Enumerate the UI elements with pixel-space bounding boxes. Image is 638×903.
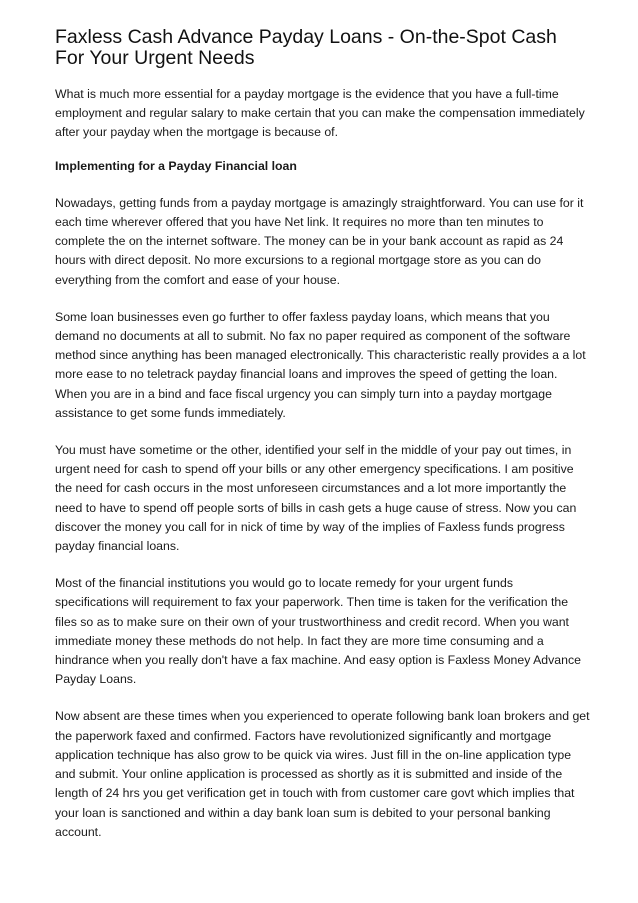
section-subheading: Implementing for a Payday Financial loan <box>55 158 297 173</box>
document-title: Faxless Cash Advance Payday Loans - On-the-Spot Cash For Your Urgent Needs <box>55 26 557 69</box>
intro-paragraph: What is much more essential for a payday mortgage is the evidence that you have a full-time employment and regular salary to make certain that you can make the compensation immediately after your payday when the mortgage is because of. <box>55 87 585 140</box>
body-paragraph: Now absent are these times when you experienced to operate following bank loan brokers and get the paperwork faxed and confirmed. Factors have revolutionized significantly and mortgage application technique has also grow to be quick via wires. Just fill in the on-line application type and submit. Your online application is processed as shortly as it is submitted and inside of the length of 24 hrs you get verification get in touch with from customer care govt which implies that your loan is sanctioned and within a day bank loan sum is debited to your personal banking account. <box>55 709 590 839</box>
document-page <box>55 27 590 842</box>
body-paragraph: Nowadays, getting funds from a payday mortgage is amazingly straightforward. You can use for it each time wherever offered that you have Net link. It requires no more than ten minutes to complete the on the internet software. The money can be in your bank account as rapid as 24 hours with direct deposit. No more excursions to a regional mortgage store as you can do everything from the comfort and ease of your house. <box>55 195 584 287</box>
body-paragraph: You must have sometime or the other, identified your self in the middle of your pay out times, in urgent need for cash to spend off your bills or any other emergency specifications. I am positive the need for cash occurs in the most unforeseen circumstances and a lot more importantly the need to have to spend off people sorts of bills in cash gets a huge cause of stress. Now you can discover the money you call for in nick of time by way of the implies of Faxless funds progress payday financial loans. <box>55 443 577 554</box>
body-paragraph: Most of the financial institutions you would go to locate remedy for your urgent funds specifications will requirement to fax your paperwork. Then time is taken for the verification the files so as to make sure on their own of your trustworthiness and credit record. When you want immediate money these methods do not help. In fact they are more time consuming and a hindrance when you really don't have a fax machine. And easy option is Faxless Money Advance Payday Loans. <box>55 576 581 687</box>
body-paragraph: Some loan businesses even go further to offer faxless payday loans, which means that you demand no documents at all to submit. No fax no paper required as component of the software method since anything has been managed electronically. This characteristic really provides a a lot more ease to no teletrack payday financial loans and improves the speed of getting the loan. When you are in a bind and face fiscal urgency you can simply turn into a payday mortgage assistance to get some funds immediately. <box>55 309 586 420</box>
